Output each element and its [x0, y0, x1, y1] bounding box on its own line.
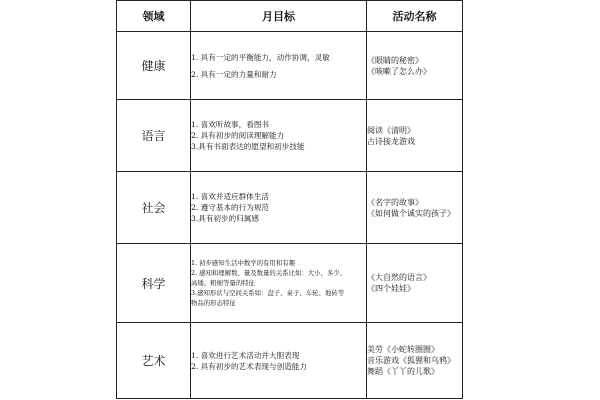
domain-cell: 社会 [117, 172, 191, 244]
activity-item: 古诗接龙游戏 [367, 136, 415, 146]
activity-item: 《四个娃娃》 [367, 284, 415, 293]
activities-cell [367, 32, 463, 100]
table-row-science [117, 244, 463, 323]
goal-item: 3.感知形状与空间关系如：盘子、桌子、车轮、地砖等 [191, 289, 345, 297]
goal-item: 物品的形态特征 [191, 299, 236, 307]
header-activity-names: 活动名称 [367, 1, 463, 32]
goal-item: 3.具有书面表达的愿望和初步技能 [191, 142, 305, 151]
goal-item: 3.具有初步的归属感 [191, 214, 259, 223]
table-header-row [117, 1, 463, 32]
activity-item: 《大自然的语言》 [367, 273, 431, 282]
goal-item: 2. 感知和理解数、量及数量的关系比如：大小、多少、 [191, 269, 347, 277]
goal-item: 2. 具有初步的阅读理解能力 [191, 131, 285, 140]
goal-item: 高矮、粗细等量的特征 [191, 279, 255, 287]
goals-cell [191, 323, 367, 399]
activity-item: 《眼睛的秘密》 [367, 55, 423, 65]
goal-item: 1. 喜欢听故事，看图书 [191, 120, 270, 129]
activity-item: 美劳《小蛇转圈圈》 [367, 345, 439, 354]
goal-item: 1. 喜欢并适应群体生活 [191, 192, 270, 201]
activities-cell [367, 172, 463, 244]
goal-item: 2. 具有初步的艺术表现与创造能力 [191, 361, 307, 371]
activities-cell [367, 323, 463, 399]
activity-item: 阅读《清明》 [367, 125, 415, 135]
goal-item: 1. 具有一定的平衡能力，动作协调，灵敏 [191, 52, 330, 62]
goals-cell [191, 244, 367, 323]
domain-cell: 艺术 [117, 323, 191, 399]
header-monthly-goals: 月目标 [191, 1, 367, 32]
activities-cell [367, 100, 463, 172]
goal-item: 1. 喜欢进行艺术活动并大胆表现 [191, 350, 300, 360]
domain-cell: 健康 [117, 32, 191, 100]
activity-item: 《如何做个诚实的孩子》 [367, 208, 455, 218]
activity-item: 《咳嗽了怎么办》 [367, 66, 431, 76]
activity-item: 音乐游戏《狐狸和乌鸦》 [367, 356, 455, 365]
monthly-plan-table [116, 0, 463, 399]
activity-item: 《名字的故事》 [367, 197, 423, 207]
domain-cell: 语言 [117, 100, 191, 172]
goal-item: 2. 具有一定的力量和耐力 [191, 69, 277, 79]
domain-cell: 科学 [117, 244, 191, 323]
goals-cell [191, 32, 367, 100]
goal-item: 2. 遵守基本的行为规范 [191, 203, 270, 212]
table-row-art [117, 323, 463, 399]
activities-cell [367, 244, 463, 323]
goals-cell [191, 100, 367, 172]
goals-cell [191, 172, 367, 244]
goal-item: 1. 初步感知生活中数学的有用和有趣 [191, 259, 295, 267]
table-row-society [117, 172, 463, 244]
header-domain: 领域 [117, 1, 191, 32]
table-row-language [117, 100, 463, 172]
table-row-health [117, 32, 463, 100]
activity-item: 舞蹈《丫丫的儿歌》 [367, 367, 439, 376]
